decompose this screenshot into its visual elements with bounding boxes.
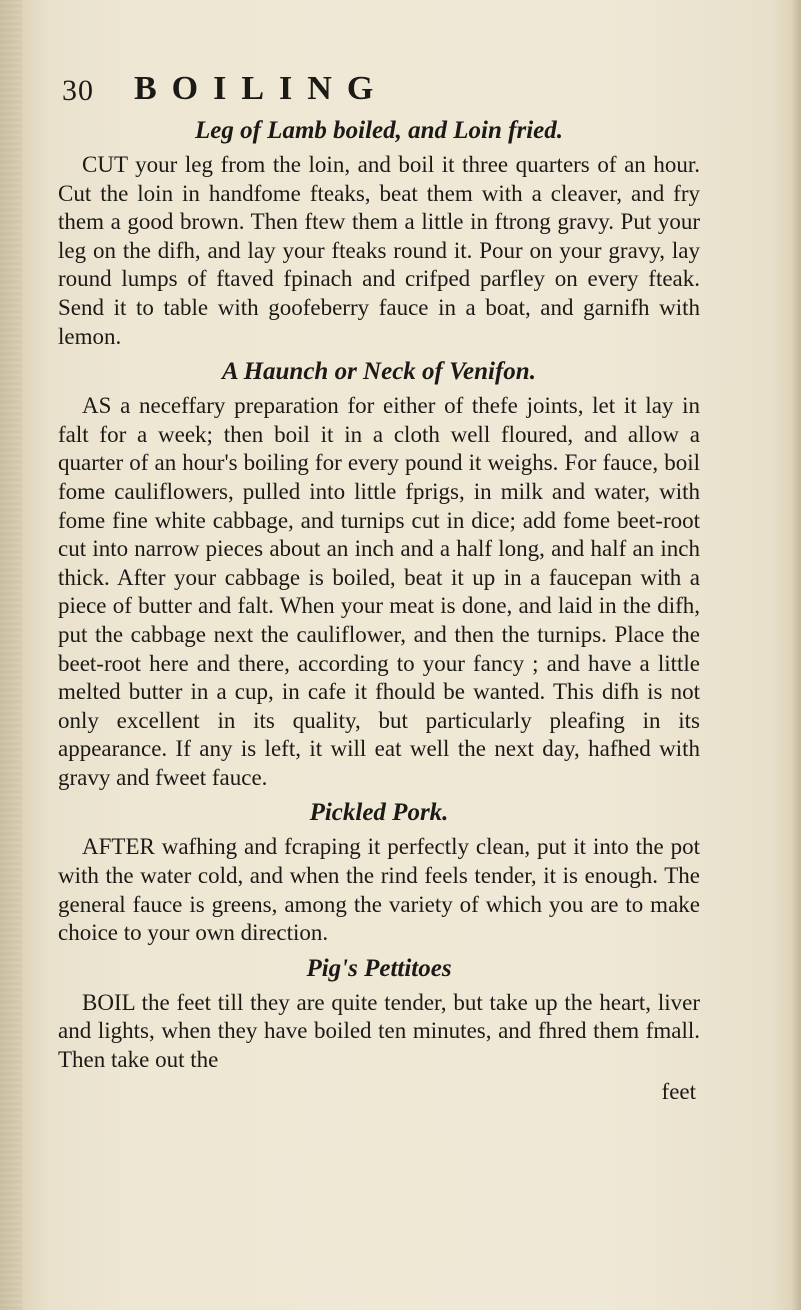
page-edge-shadow [791, 0, 801, 1310]
recipe-title: A Haunch or Neck of Venifon. [222, 358, 536, 386]
page-content [58, 114, 700, 1105]
recipe-title: Leg of Lamb boiled, and Loin fried. [194, 117, 564, 144]
recipe-title: Pickled Pork. [309, 799, 449, 827]
section-title: BOILING [134, 70, 389, 107]
recipe-haunch-of-venison [58, 355, 700, 792]
recipe-pigs-pettitoes [58, 952, 700, 1075]
recipe-title: Pig's Pettitoes [306, 954, 452, 982]
recipe-leg-of-lamb [58, 114, 700, 351]
binding-gutter [0, 0, 22, 1310]
recipe-text: AFTER wafhing and fcraping it perfectly clean, put it into the pot with the water cold, and when the rind feels tender, it is enough. The general fauce is greens, among the variety of which you are to make choice to your own direction. [58, 834, 700, 946]
catchword: feet [661, 1078, 696, 1104]
recipe-text: AS a neceffary preparation for either of thefe joints, let it lay in falt for a week; then boil it in a cloth well floured, and allow a quarter of an hour's boiling for every pound it weighs. For fauce, boil fome cauliflowers, pulled into little fprigs, in milk and water, with fome fine white cabbage, and turnips cut in dice; add fome beet-root cut into narrow pieces about an inch and a half long, and half an inch thick. After your cabbage is boiled, beat it up in a faucepan with a piece of butter and falt. When your meat is done, and laid in the difh, put the cabbage next the cauliflower, and then the turnips. Place the beet-root here and there, according to your fancy ; and have a little melted butter in a cup, in cafe it fhould be wanted. This difh is not only excellent in its quality, but particularly pleafing in its appearance. If any is left, it will eat well the next day, hafhed with gravy and fweet fauce. [58, 393, 700, 790]
recipe-text: CUT your leg from the loin, and boil it three quarters of an hour. Cut the loin in handfome fteaks, beat them with a cleaver, and fry them a good brown. Then ftew them a little in ftrong gravy. Put your leg on the difh, and lay your fteaks round it. Pour on your gravy, lay round lumps of ftaved fpinach and crifped parfley on every fteak. Send it to table with goofeberry fauce in a boat, and garnifh with lemon. [58, 152, 700, 349]
recipe-pickled-pork [58, 796, 700, 947]
recipe-text: BOIL the feet till they are quite tender, but take up the heart, liver and lights, when they have boiled ten minutes, and fhred them fmall. Then take out the [58, 989, 700, 1073]
page-number: 30 [62, 74, 94, 107]
running-head [62, 70, 702, 110]
